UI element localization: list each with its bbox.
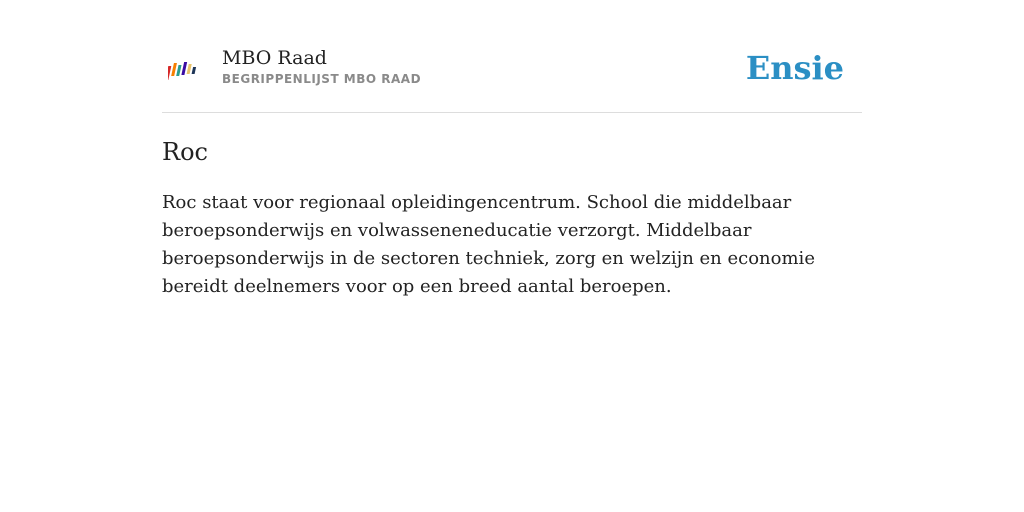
glossary-subtitle: BEGRIPPENLIJST MBO RAAD bbox=[222, 72, 422, 86]
ensie-brand-link[interactable]: Ensie bbox=[745, 49, 844, 87]
header bbox=[162, 0, 862, 113]
org-name[interactable]: MBO Raad bbox=[222, 47, 327, 69]
mbo-raad-logo-icon[interactable] bbox=[168, 58, 202, 82]
term-definition: Roc staat voor regionaal opleidingencentrum. School die middelbaar beroepsonderwijs en volwasseneneducatie verzorgt. Middelbaar beroepsonderwijs in de sectoren techniek, zorg en welzijn en economie bereidt deelnemers voor op een breed aantal beroepen. bbox=[162, 192, 815, 297]
page-container bbox=[162, 0, 862, 301]
header-text bbox=[222, 46, 421, 86]
term-title: Roc bbox=[162, 138, 208, 166]
